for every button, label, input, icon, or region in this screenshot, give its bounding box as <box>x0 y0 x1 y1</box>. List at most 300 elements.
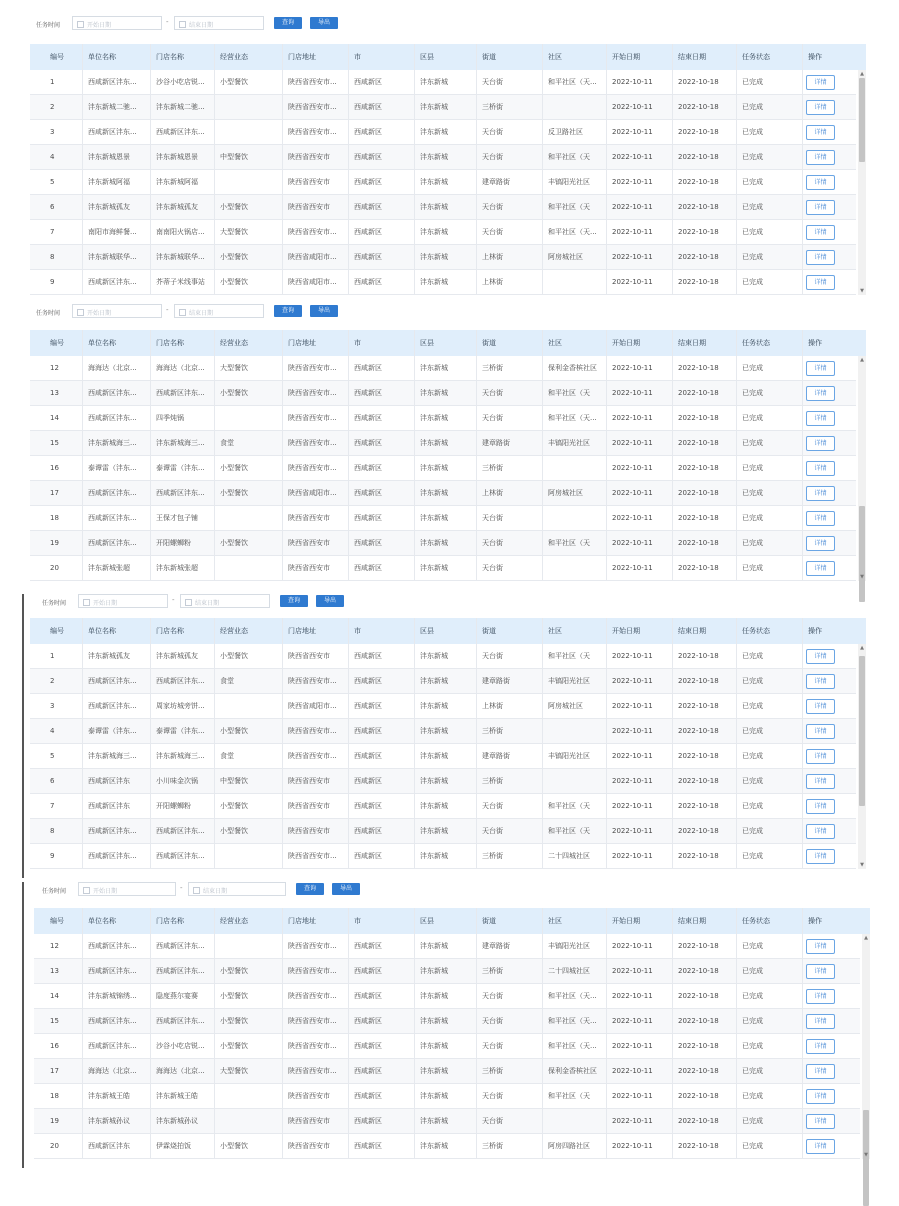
cell-end-date: 2022-10-18 <box>678 967 719 975</box>
end-date-placeholder: 结束日期 <box>203 888 228 895</box>
cell-unit-name: 西咸新区沣东... <box>88 677 137 685</box>
calendar-icon <box>193 887 200 894</box>
query-button[interactable]: 查询 <box>296 883 324 895</box>
column-divider <box>672 44 673 295</box>
start-date-input[interactable] <box>78 882 176 896</box>
column-divider <box>214 618 215 869</box>
cell-task-status: 已完成 <box>742 1017 763 1025</box>
cell-city: 西咸新区 <box>354 78 382 86</box>
column-divider <box>542 618 543 869</box>
cell-start-date: 2022-10-11 <box>612 78 653 86</box>
detail-button[interactable]: 详情 <box>806 774 835 789</box>
table-header <box>30 330 866 356</box>
cell-city: 西咸新区 <box>354 1117 382 1125</box>
vertical-scrollbar[interactable] <box>858 70 866 295</box>
cell-id: 6 <box>50 777 55 785</box>
cell-community: 和平社区（天 <box>548 802 590 810</box>
cell-task-status: 已完成 <box>742 228 763 236</box>
col-start-date-header: 开始日期 <box>612 627 640 635</box>
cell-start-date: 2022-10-11 <box>612 727 653 735</box>
column-divider <box>214 44 215 295</box>
cell-task-status: 已完成 <box>742 967 763 975</box>
cell-district: 沣东新城 <box>420 702 448 710</box>
column-divider <box>476 618 477 869</box>
cell-unit-name: 西咸新区沣东... <box>88 1042 137 1050</box>
cell-id: 3 <box>50 702 55 710</box>
cell-id: 20 <box>50 1142 59 1150</box>
cell-district: 沣东新城 <box>420 153 448 161</box>
scroll-up-arrow-icon[interactable]: ▲ <box>860 71 864 77</box>
table-row <box>30 769 856 794</box>
cell-store-address: 陕西省西安市 <box>288 1117 330 1125</box>
cell-id: 18 <box>50 514 59 522</box>
cell-business-type <box>220 1109 286 1133</box>
cell-store-name: 小川味金次锅 <box>156 777 198 785</box>
cell-street: 三桥街 <box>482 364 503 372</box>
cell-city: 西咸新区 <box>354 942 382 950</box>
cell-unit-name: 西咸新区沣东... <box>88 539 137 547</box>
cell-street: 建章路街 <box>482 439 510 447</box>
column-divider <box>736 908 737 1159</box>
column-divider <box>348 908 349 1159</box>
cell-district: 沣东新城 <box>420 228 448 236</box>
calendar-icon <box>77 309 84 316</box>
table-row <box>30 195 856 220</box>
cell-business-type: 食堂 <box>220 439 234 447</box>
detail-button[interactable]: 详情 <box>806 724 835 739</box>
task-time-label: 任务时间 <box>42 888 67 895</box>
cell-business-type: 小型餐饮 <box>220 464 248 472</box>
col-store-address-header: 门店地址 <box>288 917 316 925</box>
detail-button[interactable]: 详情 <box>806 461 835 476</box>
detail-button[interactable]: 详情 <box>806 100 835 115</box>
detail-button[interactable]: 详情 <box>806 200 835 215</box>
cell-start-date: 2022-10-11 <box>612 1142 653 1150</box>
col-unit-name-header: 单位名称 <box>88 917 116 925</box>
detail-button[interactable]: 详情 <box>806 486 835 501</box>
cell-task-status: 已完成 <box>742 777 763 785</box>
cell-district: 沣东新城 <box>420 942 448 950</box>
col-action-header: 操作 <box>808 339 822 347</box>
cell-end-date: 2022-10-18 <box>678 777 719 785</box>
cell-start-date: 2022-10-11 <box>612 1067 653 1075</box>
cell-store-name: 西咸新区沣东... <box>156 942 205 950</box>
cell-store-name: 西咸新区沣东... <box>156 827 205 835</box>
detail-button[interactable]: 详情 <box>806 1139 835 1154</box>
column-divider <box>672 618 673 869</box>
detail-button[interactable]: 详情 <box>806 250 835 265</box>
cell-end-date: 2022-10-18 <box>678 389 719 397</box>
cell-city: 西咸新区 <box>354 652 382 660</box>
col-end-date-header: 结束日期 <box>678 917 706 925</box>
col-store-address-header: 门店地址 <box>288 53 316 61</box>
end-date-input[interactable] <box>188 882 286 896</box>
cell-business-type <box>220 170 286 194</box>
cell-city: 西咸新区 <box>354 1092 382 1100</box>
cell-community: 和平社区（天 <box>548 652 590 660</box>
detail-button[interactable]: 详情 <box>806 1114 835 1129</box>
cell-community: 和平社区（天... <box>548 414 597 422</box>
cell-id: 8 <box>50 253 55 261</box>
cell-city: 西咸新区 <box>354 992 382 1000</box>
cell-id: 20 <box>50 564 59 572</box>
cell-end-date: 2022-10-18 <box>678 802 719 810</box>
col-store-address-header: 门店地址 <box>288 339 316 347</box>
start-date-placeholder: 开始日期 <box>87 22 112 29</box>
cell-store-name: 西咸新区沣东... <box>156 389 205 397</box>
cell-store-name: 沙谷小吃店锐... <box>156 78 205 86</box>
cell-community: 和平社区（天... <box>548 78 597 86</box>
cell-district: 沣东新城 <box>420 1017 448 1025</box>
end-date-input[interactable] <box>180 594 270 608</box>
scroll-down-arrow-icon[interactable]: ▼ <box>860 288 864 294</box>
column-divider <box>542 908 543 1159</box>
table-row <box>30 644 856 669</box>
end-date-placeholder: 结束日期 <box>189 22 214 29</box>
detail-button[interactable]: 详情 <box>806 649 835 664</box>
cell-end-date: 2022-10-18 <box>678 752 719 760</box>
column-divider <box>282 618 283 869</box>
export-button[interactable]: 导出 <box>332 883 360 895</box>
column-divider <box>802 44 803 295</box>
detail-button[interactable]: 详情 <box>806 150 835 165</box>
cell-store-address: 陕西省西安市... <box>288 967 337 975</box>
cell-store-address: 陕西省西安市... <box>288 752 337 760</box>
cell-start-date: 2022-10-11 <box>612 253 653 261</box>
cell-task-status: 已完成 <box>742 1067 763 1075</box>
cell-end-date: 2022-10-18 <box>678 128 719 136</box>
table-header <box>34 908 870 934</box>
export-button[interactable]: 导出 <box>310 305 338 317</box>
cell-store-name: 西咸新区沣东... <box>156 677 205 685</box>
cell-street: 天台街 <box>482 827 503 835</box>
cell-id: 7 <box>50 802 55 810</box>
cell-city: 西咸新区 <box>354 1042 382 1050</box>
start-date-placeholder: 开始日期 <box>93 888 118 895</box>
cell-city: 西咸新区 <box>354 103 382 111</box>
cell-store-address: 陕西省西安市... <box>288 1017 337 1025</box>
date-range-separator: - <box>166 306 169 314</box>
cell-store-address: 陕西省西安市 <box>288 1092 330 1100</box>
vertical-scrollbar[interactable] <box>858 644 866 869</box>
scroll-down-arrow-icon[interactable]: ▼ <box>860 862 864 868</box>
cell-business-type: 小型餐饮 <box>220 802 248 810</box>
cell-business-type: 小型餐饮 <box>220 1042 248 1050</box>
table-row <box>30 120 856 145</box>
query-button[interactable]: 查询 <box>274 305 302 317</box>
detail-button[interactable]: 详情 <box>806 1064 835 1079</box>
cell-city: 西咸新区 <box>354 702 382 710</box>
cell-community: 二十四城社区 <box>548 852 590 860</box>
detail-button[interactable]: 详情 <box>806 799 835 814</box>
cell-unit-name: 沣东新城海三... <box>88 752 137 760</box>
cell-business-type: 小型餐饮 <box>220 253 248 261</box>
cell-store-address: 陕西省咸阳市... <box>288 278 337 286</box>
cell-store-address: 陕西省西安市... <box>288 1067 337 1075</box>
detail-button[interactable]: 详情 <box>806 1039 835 1054</box>
cell-business-type <box>220 406 286 430</box>
column-divider <box>282 330 283 581</box>
table-row <box>30 481 856 506</box>
cell-district: 沣东新城 <box>420 414 448 422</box>
export-button[interactable]: 导出 <box>316 595 344 607</box>
cell-end-date: 2022-10-18 <box>678 414 719 422</box>
cell-store-name: 西咸新区沣东... <box>156 852 205 860</box>
cell-unit-name: 沣东新城阿福 <box>88 178 130 186</box>
cell-community <box>548 456 610 480</box>
column-divider <box>348 618 349 869</box>
vertical-scrollbar[interactable] <box>858 356 866 581</box>
cell-community: 丰镐阳光社区 <box>548 439 590 447</box>
cell-business-type: 小型餐饮 <box>220 278 248 286</box>
detail-button[interactable]: 详情 <box>806 749 835 764</box>
cell-task-status: 已完成 <box>742 677 763 685</box>
cell-start-date: 2022-10-11 <box>612 564 653 572</box>
detail-button[interactable]: 详情 <box>806 436 835 451</box>
cell-id: 17 <box>50 489 59 497</box>
cell-district: 沣东新城 <box>420 178 448 186</box>
cell-street: 天台街 <box>482 1092 503 1100</box>
table-row <box>30 270 856 295</box>
detail-button[interactable]: 详情 <box>806 674 835 689</box>
export-button[interactable]: 导出 <box>310 17 338 29</box>
task-list-panel-4 <box>0 882 899 1164</box>
column-divider <box>348 44 349 295</box>
start-date-input[interactable] <box>72 304 162 318</box>
column-divider <box>606 330 607 581</box>
cell-street: 天台街 <box>482 1117 503 1125</box>
cell-store-name: 西咸新区沣东... <box>156 489 205 497</box>
detail-button[interactable]: 详情 <box>806 964 835 979</box>
query-button[interactable]: 查询 <box>274 17 302 29</box>
cell-store-name: 芥蒂子米线事站 <box>156 278 205 286</box>
cell-business-type <box>220 556 286 580</box>
col-community-header: 社区 <box>548 53 562 61</box>
cell-task-status: 已完成 <box>742 1092 763 1100</box>
cell-task-status: 已完成 <box>742 389 763 397</box>
cell-id: 5 <box>50 178 55 186</box>
cell-business-type: 小型餐饮 <box>220 203 248 211</box>
cell-store-address: 陕西省西安市... <box>288 103 337 111</box>
col-task-status-header: 任务状态 <box>742 627 770 635</box>
cell-store-address: 陕西省西安市... <box>288 942 337 950</box>
detail-button[interactable]: 详情 <box>806 824 835 839</box>
scrollbar-thumb[interactable] <box>859 78 865 162</box>
query-button[interactable]: 查询 <box>280 595 308 607</box>
cell-community: 和平社区（天... <box>548 228 597 236</box>
cell-task-status: 已完成 <box>742 203 763 211</box>
col-district-header: 区县 <box>420 339 434 347</box>
detail-button[interactable]: 详情 <box>806 849 835 864</box>
table-row <box>30 70 856 95</box>
cell-id: 13 <box>50 967 59 975</box>
cell-district: 沣东新城 <box>420 278 448 286</box>
detail-button[interactable]: 详情 <box>806 561 835 576</box>
cell-end-date: 2022-10-18 <box>678 1017 719 1025</box>
scroll-down-arrow-icon[interactable]: ▼ <box>860 574 864 580</box>
cell-unit-name: 泰谭雷（沣东... <box>88 464 137 472</box>
cell-store-name: 西咸新区沣东... <box>156 967 205 975</box>
cell-community: 和平社区（天... <box>548 1042 597 1050</box>
cell-id: 12 <box>50 364 59 372</box>
cell-end-date: 2022-10-18 <box>678 942 719 950</box>
end-date-input[interactable] <box>174 304 264 318</box>
cell-store-name: 西咸新区沣东... <box>156 1017 205 1025</box>
cell-store-address: 陕西省西安市... <box>288 228 337 236</box>
cell-street: 三桥街 <box>482 967 503 975</box>
detail-button[interactable]: 详情 <box>806 411 835 426</box>
cell-id: 1 <box>50 78 55 86</box>
column-divider <box>476 330 477 581</box>
detail-button[interactable]: 详情 <box>806 511 835 526</box>
cell-district: 沣东新城 <box>420 203 448 211</box>
cell-start-date: 2022-10-11 <box>612 967 653 975</box>
cell-community: 保利金香槟社区 <box>548 1067 597 1075</box>
cell-district: 沣东新城 <box>420 564 448 572</box>
detail-button[interactable]: 详情 <box>806 1014 835 1029</box>
cell-city: 西咸新区 <box>354 203 382 211</box>
detail-button[interactable]: 详情 <box>806 699 835 714</box>
cell-task-status: 已完成 <box>742 103 763 111</box>
scroll-down-arrow-icon[interactable]: ▼ <box>864 1152 868 1158</box>
detail-button[interactable]: 详情 <box>806 1089 835 1104</box>
cell-city: 西咸新区 <box>354 414 382 422</box>
date-range-separator: - <box>180 884 183 892</box>
cell-unit-name: 沣东新城恩景 <box>88 153 130 161</box>
cell-business-type: 中型餐饮 <box>220 153 248 161</box>
cell-store-address: 陕西省咸阳市... <box>288 253 337 261</box>
cell-store-address: 陕西省西安市 <box>288 564 330 572</box>
cell-city: 西咸新区 <box>354 1067 382 1075</box>
cell-community: 和平社区（天 <box>548 153 590 161</box>
scroll-up-arrow-icon[interactable]: ▲ <box>860 357 864 363</box>
cell-task-status: 已完成 <box>742 564 763 572</box>
cell-street: 建章路街 <box>482 942 510 950</box>
cell-end-date: 2022-10-18 <box>678 852 719 860</box>
column-divider <box>736 330 737 581</box>
cell-unit-name: 沣东新城孤友 <box>88 652 130 660</box>
col-store-name-header: 门店名称 <box>156 339 184 347</box>
scrollbar-thumb[interactable] <box>859 656 865 806</box>
cell-store-name: 隐度燕尔宴赛 <box>156 992 198 1000</box>
cell-store-address: 陕西省西安市 <box>288 802 330 810</box>
detail-button[interactable]: 详情 <box>806 989 835 1004</box>
cell-id: 15 <box>50 439 59 447</box>
table-row <box>30 245 856 270</box>
table-row <box>30 669 856 694</box>
cell-unit-name: 西咸新区沣东... <box>88 514 137 522</box>
column-divider <box>282 44 283 295</box>
detail-button[interactable]: 详情 <box>806 175 835 190</box>
cell-store-name: 沣东新城海三... <box>156 439 205 447</box>
cell-store-address: 陕西省西安市 <box>288 539 330 547</box>
cell-task-status: 已完成 <box>742 539 763 547</box>
column-divider <box>150 330 151 581</box>
cell-unit-name: 沣东新城张超 <box>88 564 130 572</box>
cell-unit-name: 沣东新城联华... <box>88 253 137 261</box>
cell-city: 西咸新区 <box>354 677 382 685</box>
cell-end-date: 2022-10-18 <box>678 1092 719 1100</box>
cell-id: 8 <box>50 827 55 835</box>
cell-start-date: 2022-10-11 <box>612 1017 653 1025</box>
scrollbar-thumb[interactable] <box>859 506 865 602</box>
column-divider <box>150 618 151 869</box>
col-task-status-header: 任务状态 <box>742 917 770 925</box>
cell-business-type: 食堂 <box>220 677 234 685</box>
cell-community <box>548 506 610 530</box>
cell-district: 沣东新城 <box>420 1117 448 1125</box>
cell-start-date: 2022-10-11 <box>612 464 653 472</box>
detail-button[interactable]: 详情 <box>806 386 835 401</box>
col-community-header: 社区 <box>548 917 562 925</box>
table-row <box>30 95 856 120</box>
cell-unit-name: 沣东新城二驰... <box>88 103 137 111</box>
col-street-header: 街道 <box>482 627 496 635</box>
column-divider <box>736 44 737 295</box>
end-date-placeholder: 结束日期 <box>195 600 220 607</box>
cell-id: 4 <box>50 727 55 735</box>
cell-id: 13 <box>50 389 59 397</box>
cell-street: 上林街 <box>482 489 503 497</box>
cell-store-name: 伊霖烧拍饭 <box>156 1142 191 1150</box>
detail-button[interactable]: 详情 <box>806 75 835 90</box>
cell-id: 5 <box>50 752 55 760</box>
start-date-input[interactable] <box>72 16 162 30</box>
detail-button[interactable]: 详情 <box>806 275 835 290</box>
start-date-input[interactable] <box>78 594 168 608</box>
cell-city: 西咸新区 <box>354 153 382 161</box>
cell-start-date: 2022-10-11 <box>612 777 653 785</box>
cell-id: 6 <box>50 203 55 211</box>
cell-end-date: 2022-10-18 <box>678 364 719 372</box>
cell-unit-name: 西咸新区沣东... <box>88 942 137 950</box>
col-district-header: 区县 <box>420 627 434 635</box>
table-row <box>30 506 856 531</box>
filter-bar <box>0 594 899 614</box>
column-divider <box>150 908 151 1159</box>
cell-community <box>548 719 610 743</box>
detail-button[interactable]: 详情 <box>806 225 835 240</box>
cell-end-date: 2022-10-18 <box>678 1042 719 1050</box>
cell-unit-name: 泰谭雷（沣东... <box>88 727 137 735</box>
task-list-panel-2 <box>0 304 899 584</box>
table-row <box>30 844 856 869</box>
detail-button[interactable]: 详情 <box>806 536 835 551</box>
scroll-up-arrow-icon[interactable]: ▲ <box>860 645 864 651</box>
cell-community: 阿房城社区 <box>548 253 583 261</box>
table-header <box>30 44 866 70</box>
cell-street: 天台街 <box>482 153 503 161</box>
table-row <box>30 431 856 456</box>
col-id-header: 编号 <box>50 53 64 61</box>
cell-store-name: 沣东新城阿福 <box>156 178 198 186</box>
cell-street: 天台街 <box>482 514 503 522</box>
cell-store-name: 沙谷小吃店锐... <box>156 1042 205 1050</box>
cell-community: 二十四城社区 <box>548 967 590 975</box>
detail-button[interactable]: 详情 <box>806 939 835 954</box>
cell-district: 沣东新城 <box>420 677 448 685</box>
scroll-up-arrow-icon[interactable]: ▲ <box>864 935 868 941</box>
detail-button[interactable]: 详情 <box>806 125 835 140</box>
cell-unit-name: 沣东新城孙议 <box>88 1117 130 1125</box>
vertical-scrollbar[interactable] <box>862 934 870 1159</box>
col-id-header: 编号 <box>50 339 64 347</box>
cell-end-date: 2022-10-18 <box>678 253 719 261</box>
filter-bar <box>0 16 899 36</box>
cell-district: 沣东新城 <box>420 852 448 860</box>
detail-button[interactable]: 详情 <box>806 361 835 376</box>
end-date-input[interactable] <box>174 16 264 30</box>
